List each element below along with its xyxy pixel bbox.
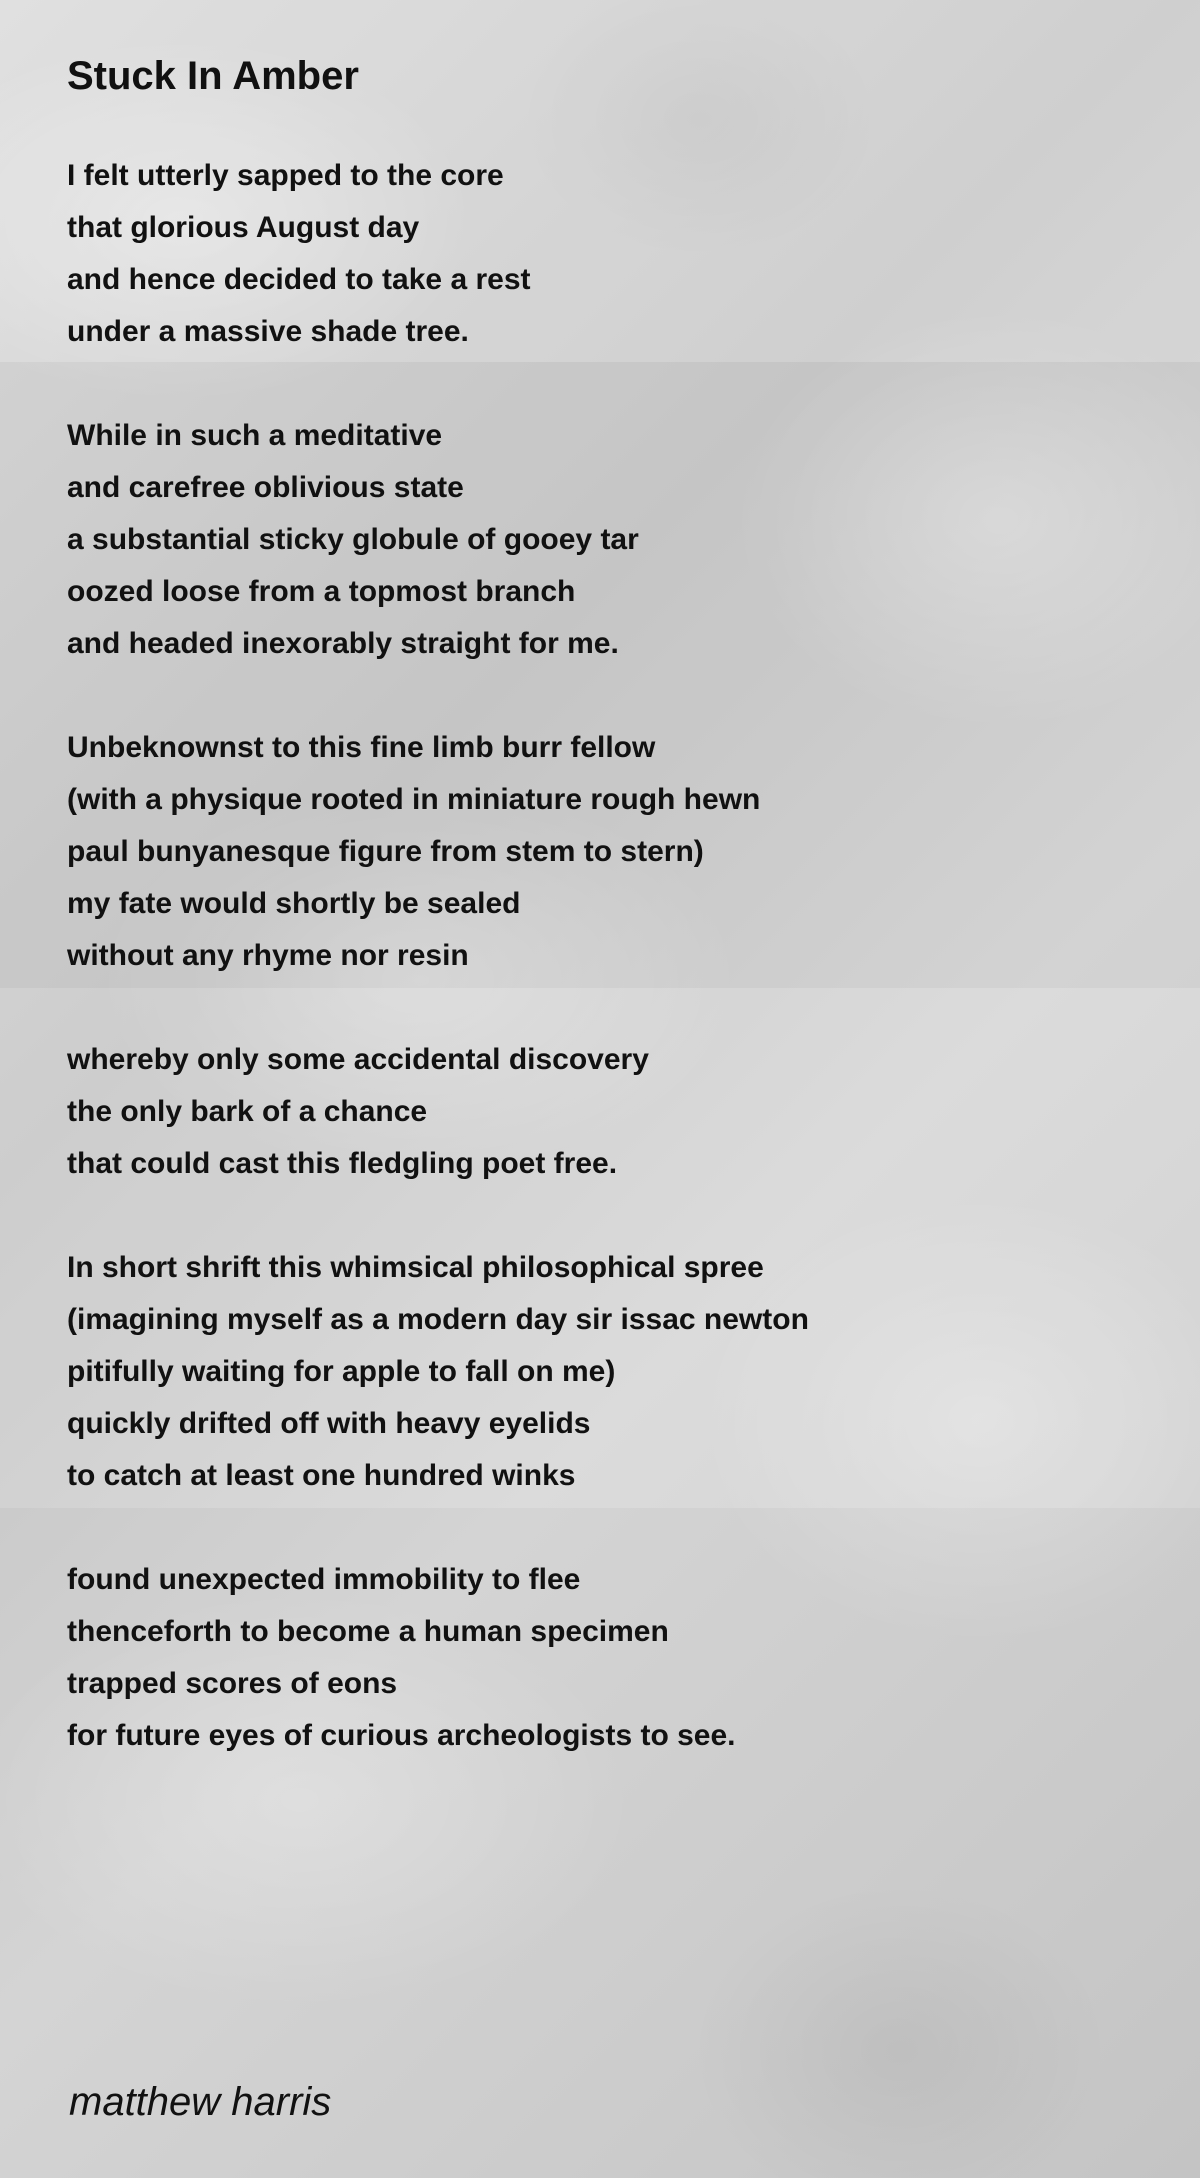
poem-line: Unbeknownst to this fine limb burr fellow [67,731,656,764]
stanza-5 [67,1242,809,1502]
poem-line: and hence decided to take a rest [67,263,531,296]
poem-line: for future eyes of curious archeologists to see. [67,1719,736,1752]
stanza-3 [67,722,809,982]
poem-line: and headed inexorably straight for me. [67,627,619,660]
stanza-6 [67,1554,809,1762]
poem-line: under a massive shade tree. [67,315,469,348]
poem-line: I felt utterly sapped to the core [67,159,504,192]
poem-line: that could cast this fledgling poet free. [67,1147,618,1180]
poem-line: that glorious August day [67,211,420,244]
stanza-1 [67,150,809,358]
poem-line: pitifully waiting for apple to fall on me) [67,1355,616,1388]
poem-author: matthew harris [69,2080,332,2124]
poem-line: a substantial sticky globule of gooey tar [67,523,639,556]
poem-line: found unexpected immobility to flee [67,1563,581,1596]
poem-line: While in such a meditative [67,419,443,452]
poem-line: to catch at least one hundred winks [67,1459,576,1492]
poem-body [67,150,809,1814]
poem-line: quickly drifted off with heavy eyelids [67,1407,591,1440]
poem-line: and carefree oblivious state [67,471,464,504]
poem-line: thenceforth to become a human specimen [67,1615,669,1648]
poem-line: whereby only some accidental discovery [67,1043,649,1076]
poem-line: my fate would shortly be sealed [67,887,521,920]
poem-line: trapped scores of eons [67,1667,398,1700]
stanza-4 [67,1034,809,1190]
poem-line: paul bunyanesque figure from stem to stern) [67,835,704,868]
poem-line: without any rhyme nor resin [67,939,469,972]
stanza-2 [67,410,809,670]
poem-line: the only bark of a chance [67,1095,428,1128]
poem-line: oozed loose from a topmost branch [67,575,576,608]
poem-line: (with a physique rooted in miniature rough hewn [67,783,761,816]
poem-line: In short shrift this whimsical philosophical spree [67,1251,764,1284]
poem-line: (imagining myself as a modern day sir issac newton [67,1303,809,1336]
poem-title: Stuck In Amber [67,54,359,98]
